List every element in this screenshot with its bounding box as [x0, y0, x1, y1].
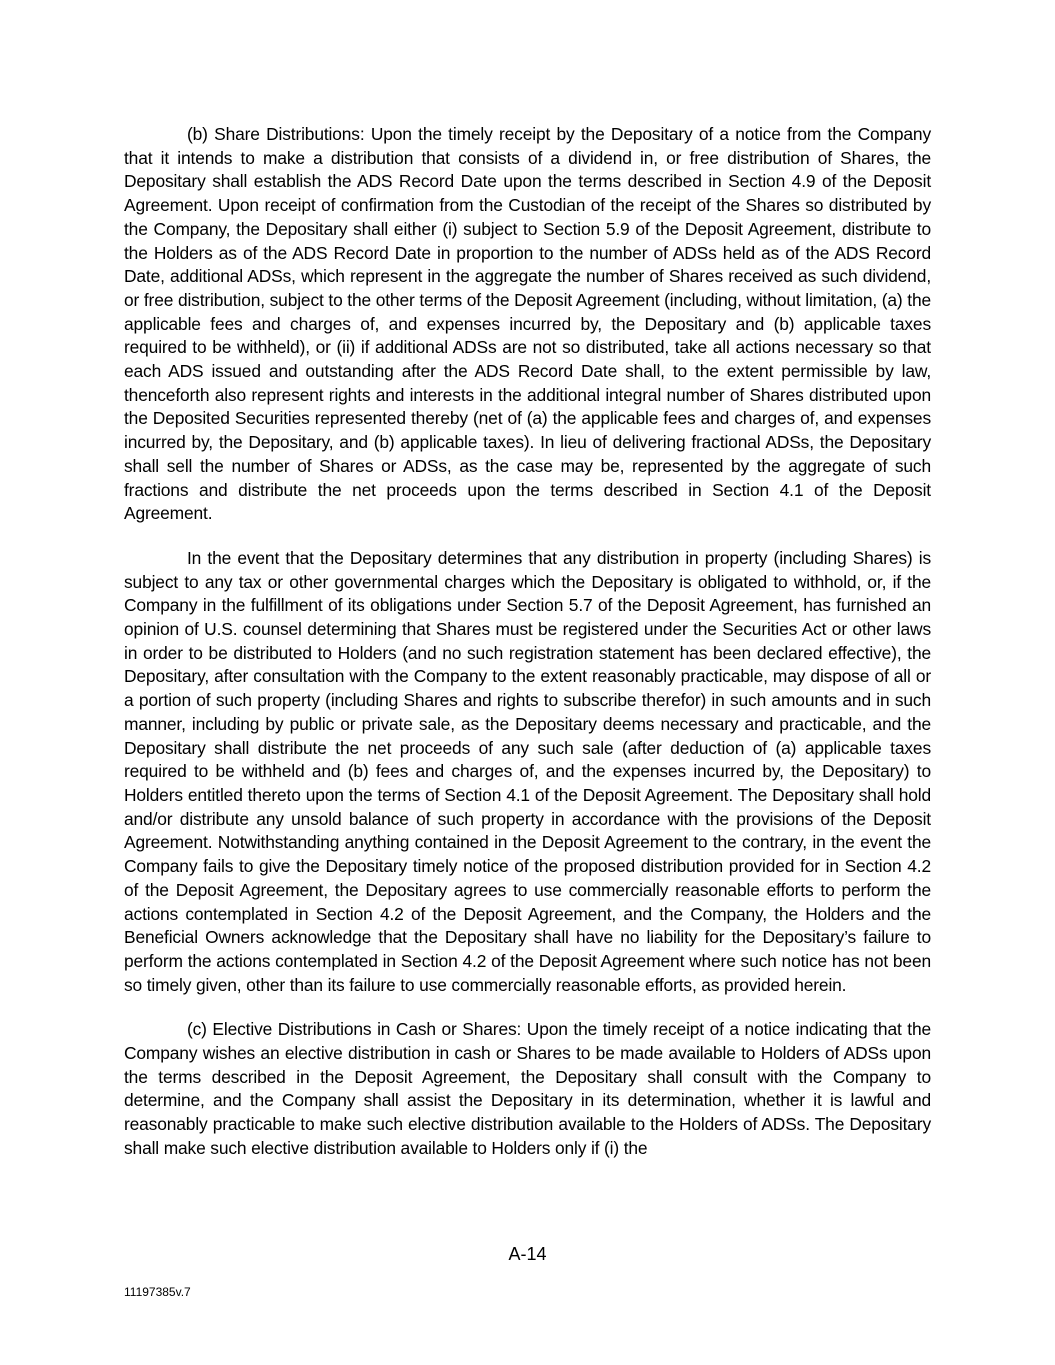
- page-number: A-14: [508, 1244, 547, 1264]
- document-body: [124, 123, 931, 1182]
- paragraph-property-distribution-withholding: In the event that the Depositary determines that any distribution in property (including Shares) is subject to any tax or other governmental charges which the Depositary is obligated to withhold, or, if the Company in the fulfillment of its obligations under Section 5.7 of the Deposit Agreement, has furnished an opinion of U.S. counsel determining that Shares must be registered under the Securities Act or other laws in order to be distributed to Holders (and no such registration statement has been declared effective), the Depositary, after consultation with the Company to the extent reasonably practicable, may dispose of all or a portion of such property (including Shares and rights to subscribe therefor) in such amounts and in such manner, including by public or private sale, as the Depositary deems necessary and practicable, and the Depositary shall distribute the net proceeds of any such sale (after deduction of (a) applicable taxes required to be withheld and (b) fees and charges of, and the expenses incurred by, the Depositary) to Holders entitled thereto upon the terms of Section 4.1 of the Deposit Agreement. The Depositary shall hold and/or distribute any unsold balance of such property in accordance with the provisions of the Deposit Agreement. Notwithstanding anything contained in the Deposit Agreement to the contrary, in the event the Company fails to give the Depositary timely notice of the proposed distribution provided for in Section 4.2 of the Deposit Agreement, the Depositary agrees to use commercially reasonable efforts to perform the actions contemplated in Section 4.2 of the Deposit Agreement, and the Company, the Holders and the Beneficial Owners acknowledge that the Depositary shall have no liability for the Depositary’s failure to perform the actions contemplated in Section 4.2 of the Deposit Agreement where such notice has not been so timely given, other than its failure to use commercially reasonable efforts, as provided herein.: [124, 547, 931, 995]
- paragraph-elective-distributions: (c) Elective Distributions in Cash or Shares: Upon the timely receipt of a notice indicating that the Company wishes an elective distribution in cash or Shares to be made available to Holders of ADSs upon the terms described in the Deposit Agreement, the Depositary shall consult with the Company to determine, and the Company shall assist the Depositary in its determination, whether it is lawful and reasonably practicable to make such elective distribution available to the Holders of ADSs. The Depositary shall make such elective distribution available to Holders only if (i) the: [124, 1019, 931, 1158]
- paragraph-share-distributions: (b) Share Distributions: Upon the timely receipt by the Depositary of a notice from the Company that it intends to make a distribution that consists of a dividend in, or free distribution of Shares, the Depositary shall establish the ADS Record Date upon the terms described in Section 4.9 of the Deposit Agreement. Upon receipt of confirmation from the Custodian of the receipt of the Shares so distributed by the Company, the Depositary shall either (i) subject to Section 5.9 of the Deposit Agreement, distribute to the Holders as of the ADS Record Date in proportion to the number of ADSs held as of the ADS Record Date, additional ADSs, which represent in the aggregate the number of Shares received as such dividend, or free distribution, subject to the other terms of the Deposit Agreement (including, without limitation, (a) the applicable fees and charges of, and expenses incurred by, the Depositary and (b) applicable taxes required to be withheld), or (ii) if additional ADSs are not so distributed, take all actions necessary so that each ADS issued and outstanding after the ADS Record Date shall, to the extent permissible by law, thenceforth also represent rights and interests in the additional integral number of Shares distributed upon the Deposited Securities represented thereby (net of (a) the applicable fees and charges of, and expenses incurred by, the Depositary, and (b) applicable taxes). In lieu of delivering fractional ADSs, the Depositary shall sell the number of Shares or ADSs, as the case may be, represented by the aggregate of such fractions and distribute the net proceeds upon the terms described in Section 4.1 of the Deposit Agreement.: [124, 124, 931, 524]
- document-id: 11197385v.7: [124, 1285, 191, 1299]
